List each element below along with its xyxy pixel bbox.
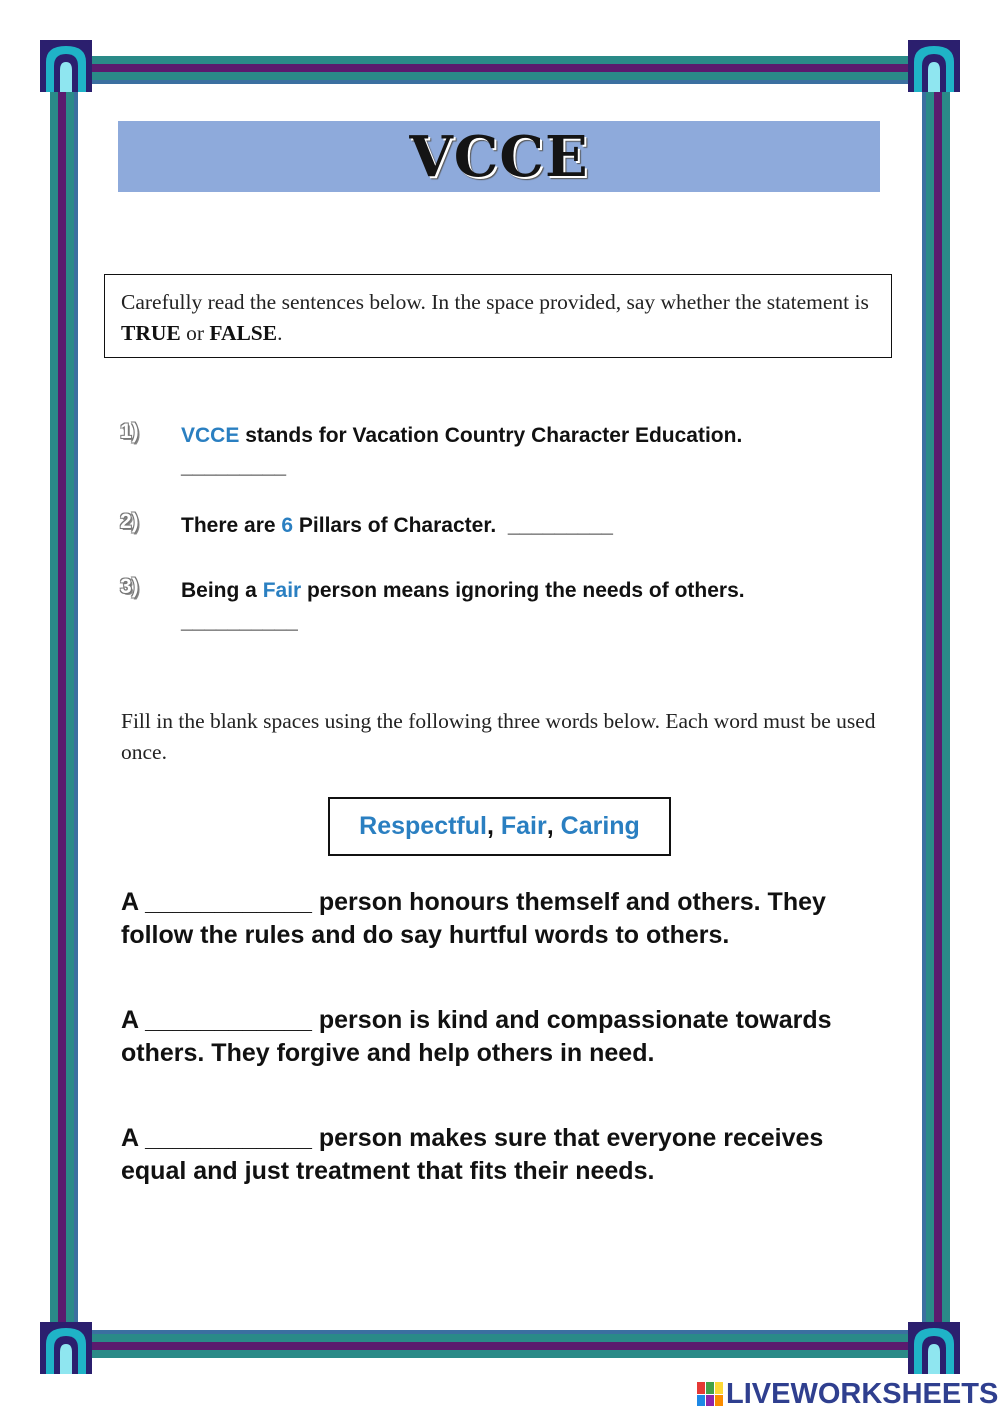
instruction-box xyxy=(104,274,892,358)
question-rest: stands for Vacation Country Character Education. xyxy=(239,424,743,447)
sentence-rest: person honours themself and others. They follow the rules and do say hurtful words to others. xyxy=(121,888,826,949)
logo-text: LIVEWORKSHEETS xyxy=(726,1377,999,1410)
border-left-outer xyxy=(50,60,58,1360)
answer-blank[interactable]: _________ xyxy=(181,455,287,478)
border-left-inner xyxy=(66,60,74,1360)
question-text xyxy=(181,420,881,482)
instruction-text: Carefully read the sentences below. In the space provided, say whether the statement is xyxy=(121,290,869,314)
word-bank xyxy=(328,797,671,856)
question-highlight: 6 xyxy=(281,514,294,537)
border-top-line xyxy=(82,80,918,84)
border-right-outer xyxy=(942,60,950,1360)
corner-ornament-icon xyxy=(908,1322,960,1374)
word-bank-word-2: Fair xyxy=(500,812,547,840)
true-word: TRUE xyxy=(121,321,181,345)
fill-instructions: Fill in the blank spaces using the following three words below. Each word must be used once. xyxy=(121,709,876,764)
border-top-inner xyxy=(60,72,940,80)
question-text xyxy=(181,575,881,637)
question-pre: Being a xyxy=(181,579,263,602)
sentence-blank[interactable]: ____________ xyxy=(145,1006,312,1034)
border-right-inner xyxy=(926,60,934,1360)
word-bank-separator: , xyxy=(486,812,501,840)
fill-sentence-3 xyxy=(121,1122,881,1188)
sentence-blank[interactable]: ____________ xyxy=(145,1124,312,1152)
fill-sentence-1 xyxy=(121,886,881,952)
sentence-start: A xyxy=(121,1006,146,1034)
title-banner xyxy=(118,121,880,192)
question-pre: There are xyxy=(181,514,282,537)
sentence-rest: person is kind and compassionate towards others. They forgive and help others in need. xyxy=(121,1006,832,1067)
fill-sentence-2 xyxy=(121,1004,881,1070)
border-bottom-outer xyxy=(60,1350,940,1358)
question-highlight: Fair xyxy=(262,579,302,602)
border-left-line xyxy=(74,80,78,1334)
border-top-outer xyxy=(60,56,940,64)
sentence-start: A xyxy=(121,1124,146,1152)
sentence-rest: person makes sure that everyone receives equal and just treatment that fits their needs. xyxy=(121,1124,824,1185)
instruction-end: . xyxy=(277,321,283,345)
or-word: or xyxy=(180,321,210,345)
word-bank-separator: , xyxy=(546,812,561,840)
sentence-blank[interactable]: ____________ xyxy=(145,888,312,916)
answer-blank[interactable]: _________ xyxy=(507,514,613,537)
answer-blank[interactable]: __________ xyxy=(181,610,298,633)
question-number: 1) xyxy=(120,420,139,443)
liveworksheets-logo[interactable] xyxy=(697,1378,998,1410)
border-top-mid xyxy=(60,64,940,72)
page-title: VCCE xyxy=(409,123,589,190)
false-word: FALSE xyxy=(209,321,278,345)
question-rest: person means ignoring the needs of others. xyxy=(301,579,745,602)
corner-ornament-icon xyxy=(40,40,92,92)
corner-ornament-icon xyxy=(908,40,960,92)
word-bank-word-1: Respectful xyxy=(359,812,487,840)
border-bottom-mid xyxy=(60,1342,940,1350)
border-left-mid xyxy=(58,60,66,1360)
border-bottom-inner xyxy=(60,1334,940,1342)
sentence-start: A xyxy=(121,888,146,916)
question-number: 2) xyxy=(120,510,139,533)
corner-ornament-icon xyxy=(40,1322,92,1374)
word-bank-word-3: Caring xyxy=(560,812,640,840)
question-rest: Pillars of Character. xyxy=(293,514,497,537)
question-number: 3) xyxy=(120,575,139,598)
question-text xyxy=(181,510,881,541)
question-highlight: VCCE xyxy=(181,424,240,447)
border-right-mid xyxy=(934,60,942,1360)
logo-mark-icon xyxy=(697,1382,723,1406)
